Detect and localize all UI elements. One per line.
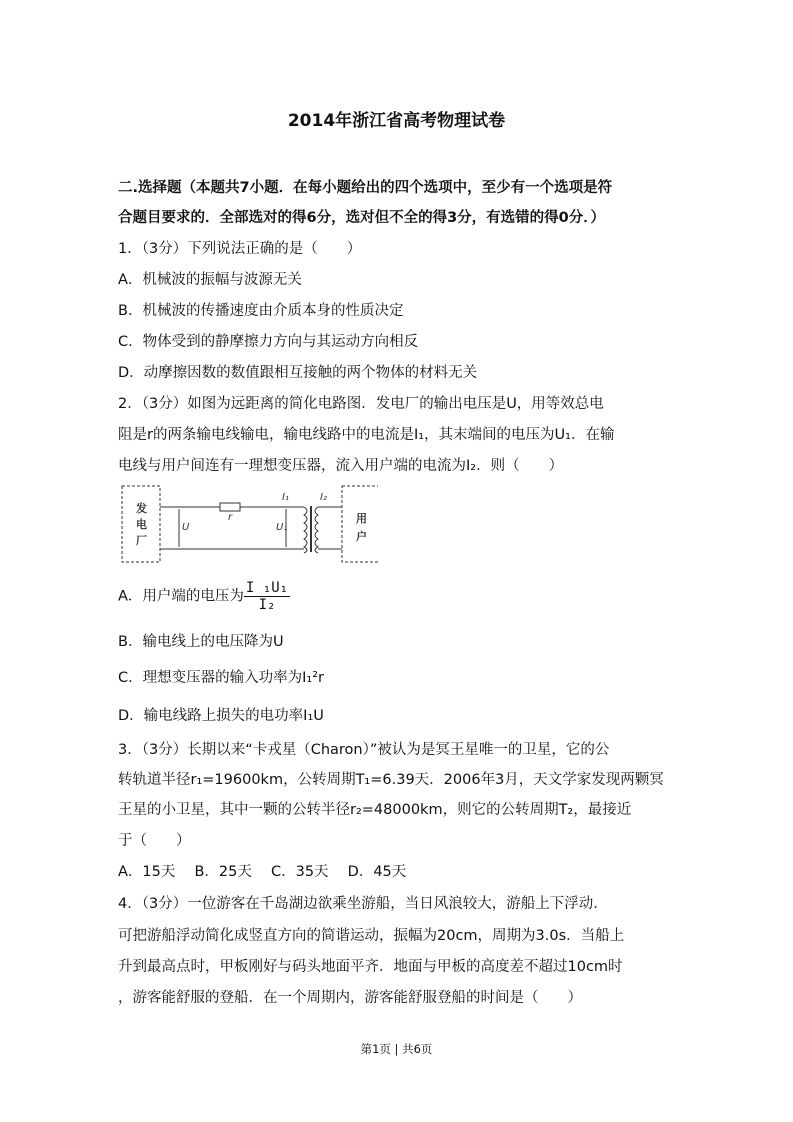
denominator: I₂ — [258, 597, 276, 613]
q2-option-a — [118, 580, 290, 613]
q2-stem: 电线与用户间连有一理想变压器，流入用户端的电流为I₂．则（ ） — [118, 458, 564, 474]
voltage-label: U₁ — [276, 522, 288, 533]
q3-stem: 王星的小卫星，其中一颗的公转半径r₂=48000km，则它的公转周期T₂，最接近 — [118, 802, 632, 818]
page-footer: 第1页 | 共6页 — [360, 1042, 433, 1056]
section-heading: 二.选择题（本题共7小题．在每小题给出的四个选项中，至少有一个选项是符 — [118, 180, 613, 196]
q2-stem: 2．（3分）如图为远距离的简化电路图．发电厂的输出电压是U，用等效总电 — [118, 396, 604, 412]
plant-label: 电 — [136, 518, 147, 531]
q1-option-b: B．机械波的传播速度由介质本身的性质决定 — [118, 303, 404, 319]
user-label: 用 — [356, 512, 367, 525]
q4-stem: 升到最高点时，甲板刚好与码头地面平齐．地面与甲板的高度差不超过10cm时 — [118, 959, 623, 975]
q2-stem: 阻是r的两条输电线输电，输电线路中的电流是I₁，其末端间的电压为U₁．在输 — [118, 427, 615, 443]
q4-stem: ，游客能舒服的登船．在一个周期内，游客能舒服登船的时间是（ ） — [118, 990, 582, 1006]
q1-option-d: D．动摩擦因数的数值跟相互接触的两个物体的材料无关 — [118, 365, 478, 381]
formula: I₁²r — [302, 670, 324, 686]
plant-label: 厂 — [136, 534, 147, 547]
page-title: 2014年浙江省高考物理试卷 — [287, 111, 506, 131]
option-text: A．用户端的电压为 — [118, 588, 244, 605]
q3-stem: 转轨道半径r₁=19600km，公转周期T₁=6.39天．2006年3月，天文学家发现两颗冥 — [118, 772, 664, 788]
q1-option-a: A．机械波的振幅与波源无关 — [118, 272, 302, 288]
q2-option-d: D．输电线路上损失的电功率I₁U — [118, 708, 324, 724]
voltage-label: U — [182, 522, 190, 533]
resistor-label: r — [228, 512, 233, 523]
user-label: 户 — [356, 530, 367, 543]
q3-stem: 3．（3分）长期以来“卡戎星（Charon）”被认为是冥王星唯一的卫星，它的公 — [118, 742, 610, 758]
plant-label: 发 — [136, 502, 147, 515]
q1-option-c: C．物体受到的静摩擦力方向与其运动方向相反 — [118, 334, 419, 350]
q3-stem: 于（ ） — [118, 833, 191, 849]
q1-stem: 1．（3分）下列说法正确的是（ ） — [118, 241, 362, 257]
section-heading: 合题目要求的．全部选对的得6分，选对但不全的得3分，有选错的得0分．） — [118, 210, 606, 226]
q2-option-b: B．输电线上的电压降为U — [118, 634, 284, 650]
current-label: I₁ — [282, 492, 289, 503]
q4-stem: 可把游船浮动简化成竖直方向的简谐运动，振幅为20cm，周期为3.0s．当船上 — [118, 928, 625, 944]
circuit-diagram — [118, 484, 378, 564]
q2-option-c — [118, 666, 324, 687]
q3-options: A．15天 B．25天 C．35天 D．45天 — [118, 864, 407, 880]
current-label: I₂ — [320, 492, 327, 503]
q4-stem: 4．（3分）一位游客在千岛湖边欲乘坐游船，当日风浪较大，游船上下浮动． — [118, 896, 608, 912]
fraction — [244, 580, 290, 613]
numerator: I ₁U₁ — [245, 580, 289, 596]
option-text: C．理想变压器的输入功率为 — [118, 670, 303, 686]
